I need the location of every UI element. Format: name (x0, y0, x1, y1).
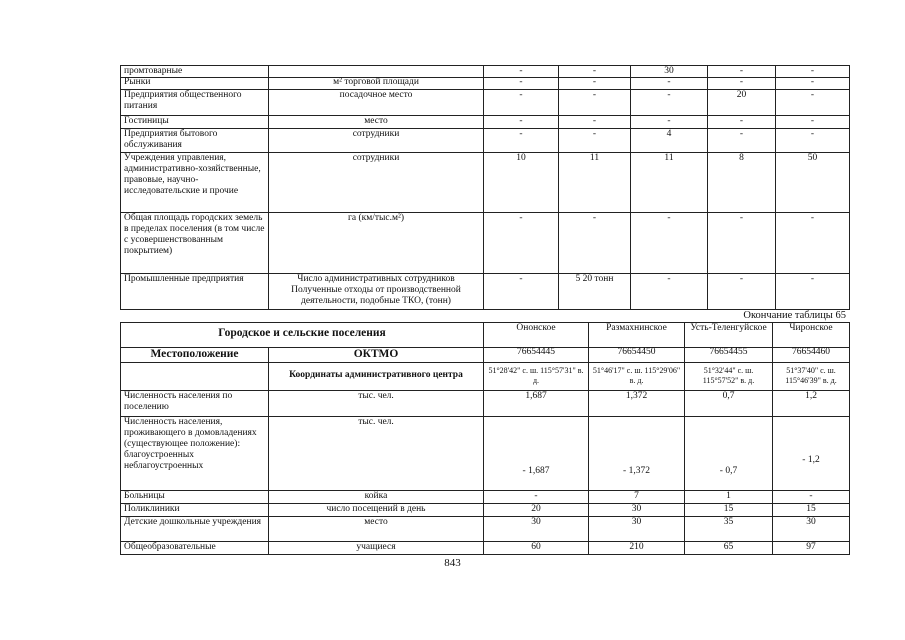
caption-text: Окончание таблицы 65 (743, 310, 846, 321)
settlement-name: Размахнинское (588, 323, 684, 347)
table-row: Общеобразовательные учащиеся 60 210 65 97 (120, 542, 850, 555)
settlement-name: Усть-Теленгуйское (684, 323, 772, 347)
table-row: Промышленные предприятия Число административных сотрудников Полученные отходы от производственной деятельности, подобные ТКО, (тонн) - 5 20 тонн - - - (120, 274, 850, 310)
settlement-name: Ононское (483, 323, 588, 347)
table-row: Общая площадь городских земель в пределах поселения (в том числе с усовершенствованным покрытием) га (км/тыс.м²) - - - - - (120, 213, 850, 274)
table-row: промтоварные - - 30 - - (120, 65, 850, 78)
table-row: Координаты административного центра 51°28'42" с. ш. 115°57'31" в. д. 51°46'17" с. ш. 115°29'06" в. д. 51°32'44" с. ш. 115°57'52" в. д. 51°37'40" с. ш. 115°46'39" в. д. (120, 363, 850, 391)
table-header-row (120, 322, 850, 348)
page-number: 843 (444, 557, 461, 569)
table-row: Детские дошкольные учреждения место 30 30 35 30 (120, 517, 850, 542)
table-row: Гостиницы место - - - - - (120, 116, 850, 129)
table-row: Учреждения управления, административно-хозяйственные, правовые, научно-исследовательские и прочие сотрудники 10 11 11 8 50 (120, 153, 850, 213)
table-row: Предприятия общественного питания посадочное место - - - 20 - (120, 90, 850, 116)
settlement-name: Чиронское (772, 323, 850, 347)
table-row: Больницы койка - 7 1 - (120, 491, 850, 504)
oktmo-label: ОКТМО (268, 347, 483, 362)
table-row: Численность населения по поселению тыс. чел. 1,687 1,372 0,7 1,2 (120, 391, 850, 417)
location-label: Местоположение (120, 347, 268, 362)
table-row: Предприятия бытового обслуживания сотрудники - - 4 - - (120, 129, 850, 153)
table-row: Численность населения, проживающего в домовладениях (существующее положение): благоустроенных неблагоустроенных тыс. чел. - 1,687 - 1,372 - 0,7 - 1,2 (120, 417, 850, 491)
header-settlements: Городское и сельские поселения (120, 323, 483, 347)
coords-label: Координаты административного центра (268, 363, 483, 390)
table-row: Поликлиники число посещений в день 20 30 15 15 (120, 504, 850, 517)
table-row: Рынки м² торговой площади - - - - - (120, 77, 850, 90)
table-row: Местоположение ОКТМО 76654445 76654450 76654455 76654460 (120, 347, 850, 363)
